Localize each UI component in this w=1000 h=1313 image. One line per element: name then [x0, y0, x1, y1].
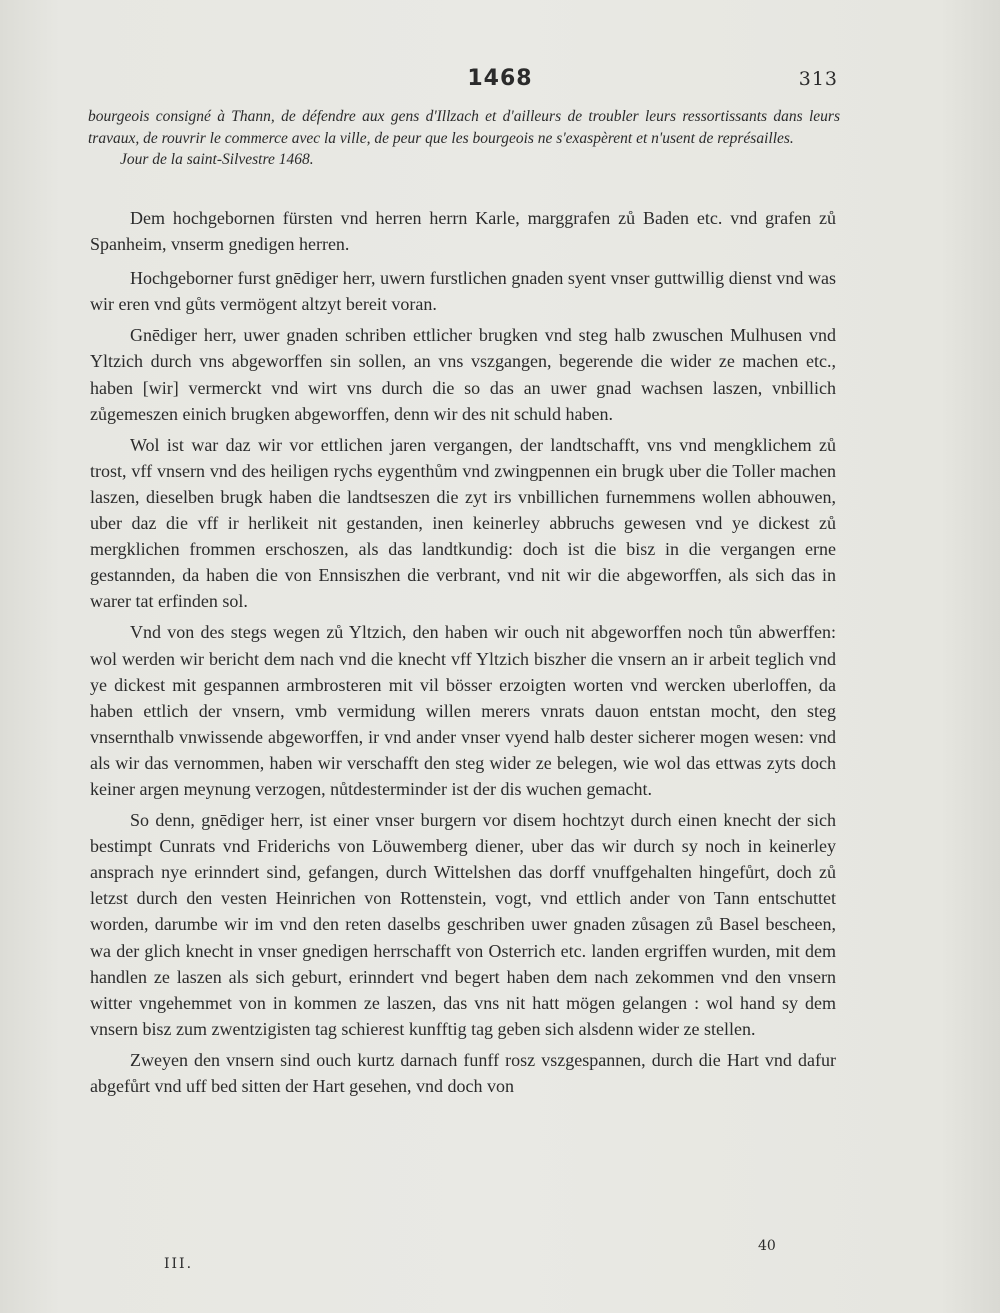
- volume-mark: III.: [164, 1256, 194, 1272]
- signature-number: 40: [758, 1238, 776, 1254]
- page-number: 313: [798, 68, 838, 90]
- letter-paragraph: Hochgeborner furst gnēdiger herr, uwern furstlichen gnaden syent vnser guttwillig dienst vnd was wir eren vnd gůts vermögent altzyt bereit voran.: [90, 268, 836, 315]
- running-header-year: 1468: [467, 66, 533, 91]
- letter-paragraph: Gnēdiger herr, uwer gnaden schriben ettlicher brugken vnd steg halb zwuschen Mulhusen vnd Yltzich durch vns abgeworffen sin sollen, an vns vszgangen, begerende die wider ze machen etc., haben [wir] vermerckt vnd wirt vns durch die so das an uwer gnad wachsen laszen, vnbillich zůgemeszen einich brugken abgeworffen, denn wir des nit schuld haben.: [90, 325, 836, 424]
- letter-paragraph: Zweyen den vnsern sind ouch kurtz darnach funff rosz vszgespannen, durch die Hart vnd dafur abgefůrt vnd uff bed sitten der Hart gesehen, vnd doch von: [90, 1049, 836, 1096]
- summary-text: bourgeois consigné à Thann, de défendre aux gens d'Illzach et d'ailleurs de troubler leurs ressortissants dans leurs travaux, de rouvrir le commerce avec la ville, de peur que les bourgeois ne s'exaspèrent et n'usent de représailles.: [88, 108, 840, 147]
- letter-paragraph: So denn, gnēdiger herr, ist einer vnser burgern vor disem hochtzyt durch einen knecht der sich bestimpt Cunrats vnd Friderichs von Löuwemberg diener, uber das wir durch sy noch in keinerley ansprach nye erinndert sind, gefangen, durch Wittelshen das dorff vnuffgehalten hingefůrt, doch zů letzst durch den vesten Heinrichen von Rottenstein, vogt, vnd ettlich ander von Tann entschuttet worden, darumbe wir im vnd den reten daselbs geschriben uwer gnaden zůsagen zů Basel bescheen, wa der glich knecht in vnser gnedigen herrschafft von Osterrich etc. landen ergriffen wurden, mit dem handlen ze laszen als sich geburt, erinndert vnd begert haben dem nach zekommen vnd den vnsern witter vngehemmet von in kommen ze laszen, das vns nit hatt mögen gelangen : wol hand sy dem vnsern bisz zum zwentzigisten tag schierest kunfftig tag geben sich alsdenn wider ze stellen.: [90, 810, 836, 1039]
- summary-date: Jour de la saint-Silvestre 1468.: [120, 151, 314, 168]
- letter-body: [90, 205, 836, 1104]
- letter-address: Dem hochgebornen fürsten vnd herren herrn Karle, marggrafen zů Baden etc. vnd grafen zů Spanheim, vnserm gnedigen herren.: [90, 208, 836, 255]
- letter-paragraph: Vnd von des stegs wegen zů Yltzich, den haben wir ouch nit abgeworffen noch tůn abwerffen: wol werden wir bericht dem nach vnd die knecht vff Yltzich biszher die vnsern an ir arbeit teglich vnd ye dickest mit gespannen armbrosteren mit vil bösser erzoigten worten vnd wercken uberloffen, da haben ettlich der vnsern, vmb vermidung willen merers vnrats dauon entstan mocht, den steg vnsernthalb vnwissende abgeworffen, ir vnd ander vnser vyend halb dester sicherer mogen wesen: vnd als wir das vernommen, haben wir verschafft den steg wider ze belegen, wie wol das ettwas zyts doch keiner argen meynung verzogen, nůtdesterminder ist der dis wuchen gemacht.: [90, 622, 836, 799]
- letter-paragraph: Wol ist war daz wir vor ettlichen jaren vergangen, der landtschafft, vns vnd mengklichem zů trost, vff vnsern vnd des heiligen rychs eygenthům vnd zwingpennen ein brugk uber die Toller machen laszen, dieselben brugk haben die landtseszen die zyt irs vnbillichen furnemmens wollen abhouwen, uber daz die vff ir herlikeit nit gestanden, inen keinerley abbruchs gewesen vnd ye dickest zů mergklichen frommen erschoszen, als das landtkundig: doch ist die bisz in die vergangen erne gestannden, da haben die von Ennsiszhen die verbrant, vnd nit wir die abgeworffen, als sich das in warer tat erfinden sol.: [90, 434, 836, 612]
- editorial-summary: [88, 106, 840, 171]
